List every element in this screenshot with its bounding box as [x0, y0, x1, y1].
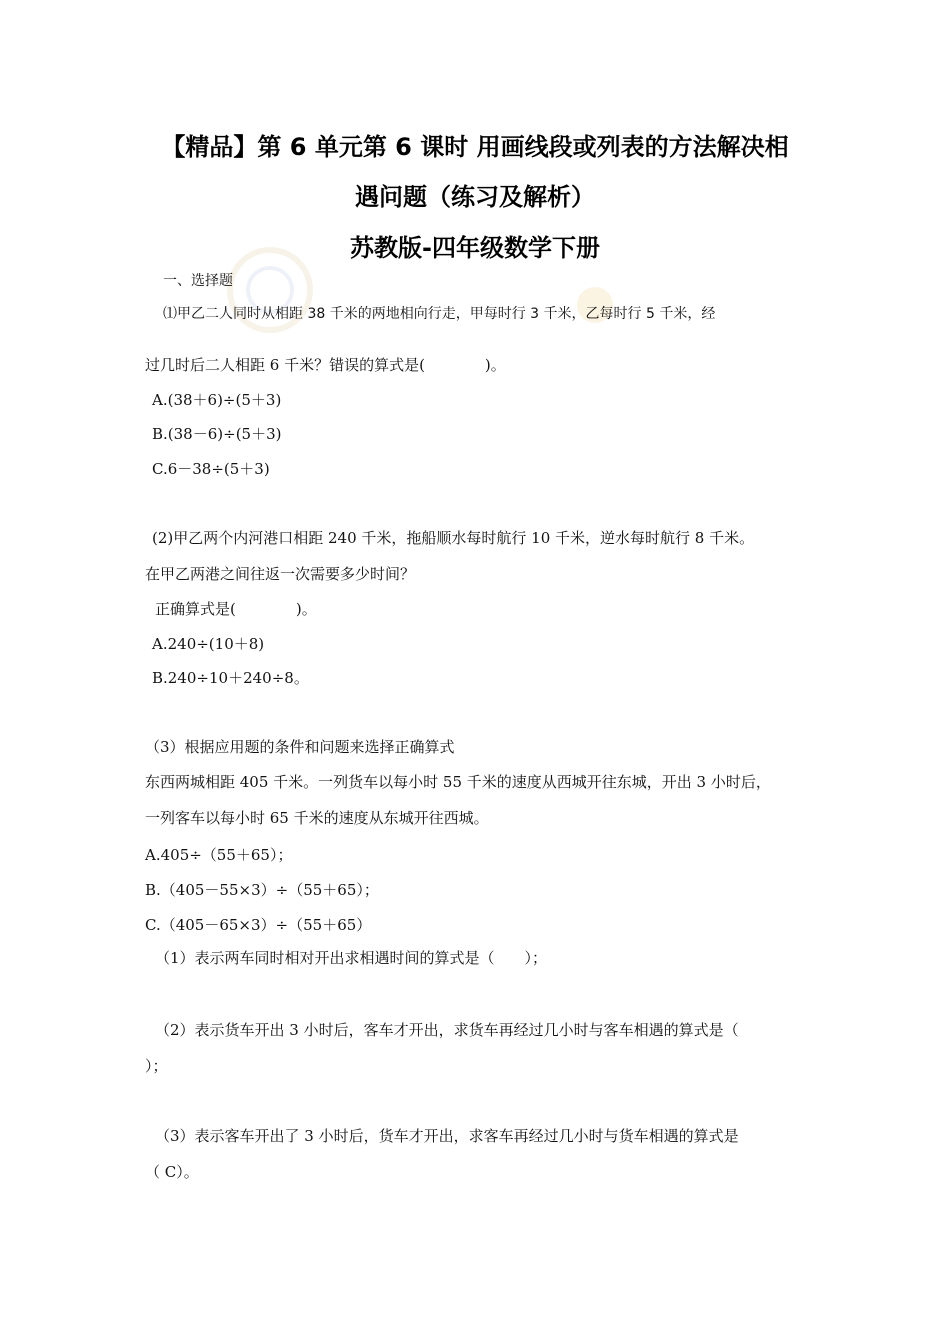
q3-sub3-line1: （3）表示客车开出了 3 小时后，货车才开出，求客车再经过几小时与货车相遇的算式是 [155, 1127, 739, 1145]
q2-line3: 正确算式是( )。 [155, 600, 317, 618]
q3-sub1: （1）表示两车同时相对开出求相遇时间的算式是（ ）； [155, 949, 548, 967]
q1-option-a: A.(38＋6)÷(5＋3) [152, 391, 282, 409]
section-heading: 一、选择题 [163, 273, 233, 289]
q1-option-c: C.6－38÷(5＋3) [152, 460, 270, 478]
q3-option-b: B.（405－55×3）÷（55＋65）； [145, 881, 379, 899]
q3-sub2-line2: ）； [145, 1057, 168, 1075]
q3-sub3-line2: （ C）。 [145, 1163, 199, 1181]
q3-text-line2: 一列客车以每小时 65 千米的速度从东城开往西城。 [145, 809, 489, 827]
q1-option-b: B.(38－6)÷(5＋3) [152, 425, 282, 443]
q3-sub2-line1: （2）表示货车开出 3 小时后，客车才开出，求货车再经过几小时与客车相遇的算式是（ [155, 1021, 739, 1039]
q3-text-line1: 东西两城相距 405 千米。一列货车以每小时 55 千米的速度从西城开往东城，开出 3 小时后， [145, 773, 771, 791]
q3-intro: （3）根据应用题的条件和问题来选择正确算式 [145, 738, 455, 756]
q2-line1: (2)甲乙两个内河港口相距 240 千米，拖船顺水每时航行 10 千米，逆水每时航行 8 千米。 [152, 529, 755, 547]
q2-line2: 在甲乙两港之间往返一次需要多少时间？ [145, 565, 416, 583]
q2-option-a: A.240÷(10＋8) [152, 635, 265, 653]
page-title-line2: 遇问题（练习及解析） [355, 183, 595, 211]
q3-option-c: C.（405－65×3）÷（55＋65） [145, 916, 372, 934]
page-title-line1: 【精品】第 6 单元第 6 课时 用画线段或列表的方法解决相 [161, 133, 789, 161]
page-subtitle: 苏教版-四年级数学下册 [350, 234, 600, 262]
q1-line2: 过几时后二人相距 6 千米？错误的算式是( )。 [145, 356, 506, 374]
q1-line1: ⑴甲乙二人同时从相距 38 千米的两地相向行走，甲每时行 3 千米，乙每时行 5 千米，经 [163, 306, 716, 322]
q2-option-b: B.240÷10＋240÷8。 [152, 669, 309, 687]
q3-option-a: A.405÷（55＋65）； [145, 846, 293, 864]
